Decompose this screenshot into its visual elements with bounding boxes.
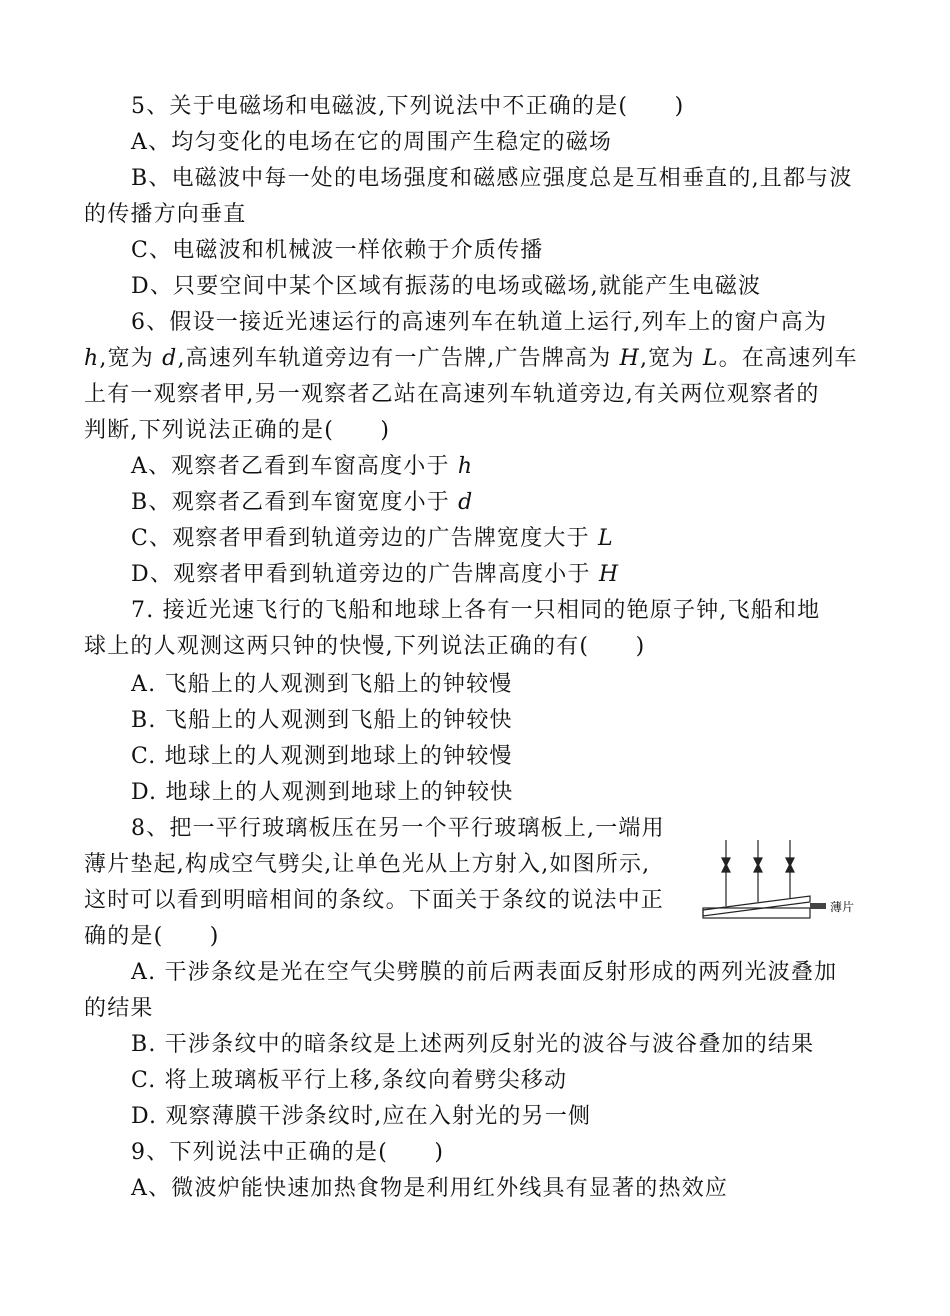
var-h: h	[457, 454, 474, 479]
q6-option-b	[131, 488, 473, 518]
q6-option-b-text: B、观察者乙看到车窗宽度小于	[131, 490, 459, 515]
q5-option-b-line1: B、电磁波中每一处的电场强度和磁感应强度总是互相垂直的,且都与波	[131, 166, 853, 191]
q9-stem: 9、下列说法中正确的是( )	[131, 1140, 445, 1165]
q5-option-c: C、电磁波和机械波一样依赖于介质传播	[131, 238, 544, 263]
air-wedge-figure	[700, 832, 870, 922]
arrow-up-icon	[754, 864, 762, 872]
q8-option-a-line1: A. 干涉条纹是光在空气尖劈膜的前后两表面反射形成的两列光波叠加	[131, 960, 838, 985]
arrow-up-icon	[786, 864, 794, 872]
q6-option-c	[131, 524, 614, 554]
upper-glass-plate	[703, 896, 810, 916]
q6-option-a	[131, 452, 473, 482]
q7-stem-line2: 球上的人观测这两只钟的快慢,下列说法正确的有( )	[84, 634, 646, 659]
q6-stem-line3: 上有一观察者甲,另一观察者乙站在高速列车轨道旁边,有关两位观察者的	[84, 382, 820, 407]
q7-option-a: A. 飞船上的人观测到飞船上的钟较慢	[131, 672, 513, 697]
q5-option-d: D、只要空间中某个区域有振荡的电场或磁场,就能产生电磁波	[131, 274, 762, 299]
q6-option-a-text: A、观察者乙看到车窗高度小于	[131, 454, 458, 479]
q8-stem-line1: 8、把一平行玻璃板压在另一个平行玻璃板上,一端用	[131, 816, 665, 841]
q7-option-b: B. 飞船上的人观测到飞船上的钟较快	[131, 708, 513, 733]
q6-option-c-text: C、观察者甲看到轨道旁边的广告牌宽度大于	[131, 526, 599, 551]
q6-stem-line2-part: ,宽为	[640, 346, 703, 371]
q8-stem-line3: 这时可以看到明暗相间的条纹。下面关于条纹的说法中正	[84, 888, 665, 913]
var-L: L	[598, 526, 614, 551]
q7-option-d: D. 地球上的人观测到地球上的钟较快	[131, 780, 514, 805]
shim	[810, 903, 826, 909]
q5-option-b-line2: 的传播方向垂直	[84, 202, 247, 227]
q8-option-a-line2: 的结果	[84, 996, 154, 1021]
q8-option-b: B. 干涉条纹中的暗条纹是上述两列反射光的波谷与波谷叠加的结果	[131, 1032, 815, 1057]
light-rays	[722, 840, 794, 906]
q6-option-d-text: D、观察者甲看到轨道旁边的广告牌高度小于	[131, 562, 599, 587]
q9-option-a: A、微波炉能快速加热食物是利用红外线具有显著的热效应	[131, 1176, 729, 1201]
q6-option-d	[131, 560, 619, 590]
q6-stem-line2	[84, 344, 858, 374]
var-d: d	[458, 490, 474, 515]
var-h: h	[84, 346, 100, 371]
q8-stem-line2: 薄片垫起,构成空气劈尖,让单色光从上方射入,如图所示,	[84, 852, 651, 877]
q8-stem-line4: 确的是( )	[84, 924, 220, 949]
q6-stem-line2-part: ,宽为	[99, 346, 163, 371]
q8-option-d: D. 观察薄膜干涉条纹时,应在入射光的另一侧	[131, 1104, 592, 1129]
q6-stem-line4: 判断,下列说法正确的是( )	[84, 418, 391, 443]
q6-stem-line1: 6、假设一接近光速运行的高速列车在轨道上运行,列车上的窗户高为	[131, 310, 828, 335]
arrow-up-icon	[722, 864, 730, 872]
q6-stem-line2-part: 。在高速列车	[718, 346, 858, 371]
q5-option-a: A、均匀变化的电场在它的周围产生稳定的磁场	[131, 130, 613, 155]
shim-label: 薄片	[830, 900, 855, 914]
q7-stem-line1: 7. 接近光速飞行的飞船和地球上各有一只相同的铯原子钟,飞船和地	[131, 598, 821, 623]
var-H: H	[619, 346, 641, 371]
q8-option-c: C. 将上玻璃板平行上移,条纹向着劈尖移动	[131, 1068, 568, 1093]
var-H: H	[598, 562, 620, 587]
var-L: L	[702, 346, 719, 371]
q5-stem: 5、关于电磁场和电磁波,下列说法中不正确的是( )	[131, 94, 685, 119]
var-d: d	[162, 346, 178, 371]
q6-stem-line2-part: ,高速列车轨道旁边有一广告牌,广告牌高为	[177, 346, 620, 371]
q7-option-c: C. 地球上的人观测到地球上的钟较慢	[131, 744, 513, 769]
